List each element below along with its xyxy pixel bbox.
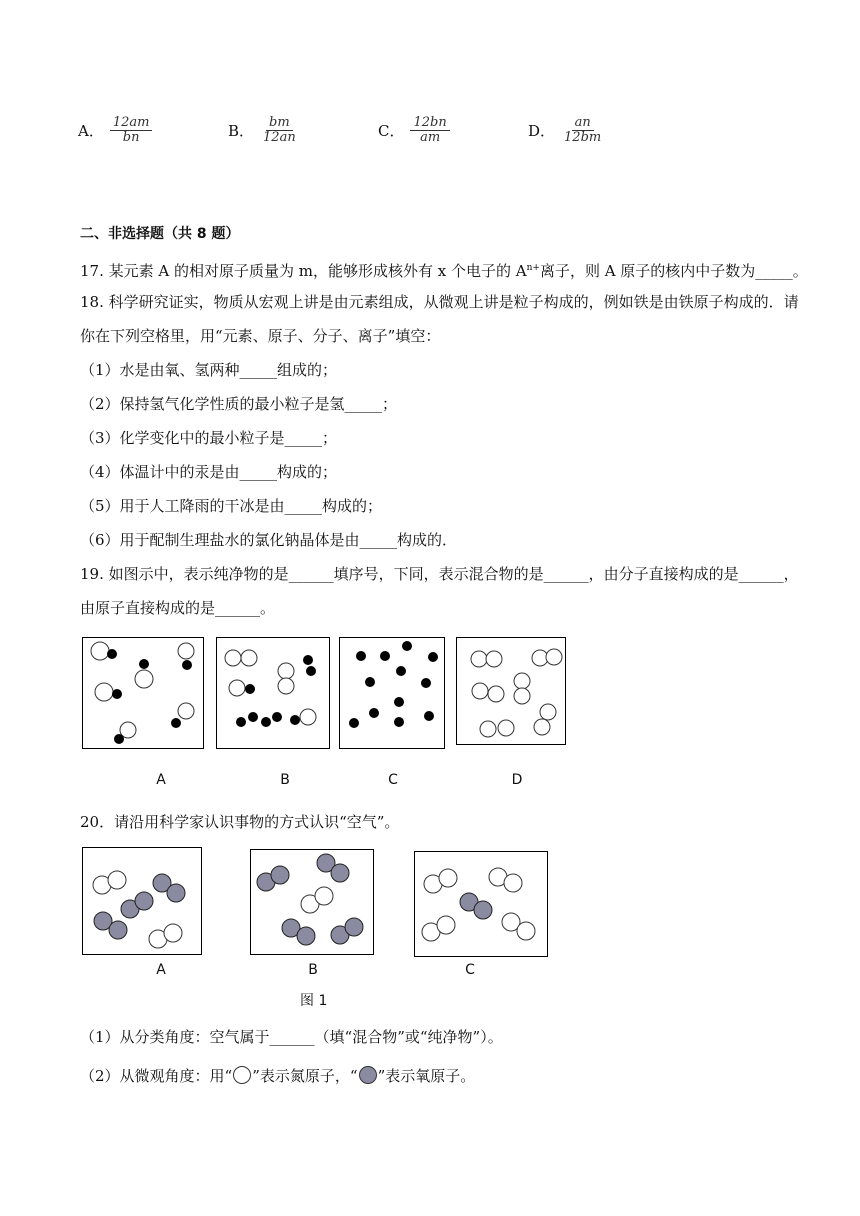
option-d-fraction [561, 116, 604, 145]
q20-figure-c [414, 851, 548, 957]
question-17 [80, 258, 808, 281]
nitrogen-atom-icon [233, 1066, 251, 1084]
question-18-item-2: （2）保持氢气化学性质的最小粒子是氢_____； [80, 395, 398, 413]
question-18-item-6: （6）用于配制生理盐水的氯化钠晶体是由_____构成的． [80, 531, 458, 549]
option-d-numerator: an [572, 116, 594, 131]
option-d [528, 112, 604, 148]
question-18-line2: 你在下列空格里，用“元素、原子、分子、离子”填空： [80, 327, 441, 345]
q20-label-a: A [156, 962, 166, 978]
q19-label-b: B [280, 772, 290, 788]
option-b [228, 112, 299, 148]
option-d-label: D． [528, 121, 556, 140]
figure-caption: 图 1 [300, 993, 328, 1009]
option-c [378, 112, 450, 148]
question-18-item-5: （5）用于人工降雨的干冰是由_____构成的； [80, 497, 383, 515]
q20-label-c: C [465, 962, 475, 978]
q19-figure-a [82, 637, 204, 749]
question-18-item-4: （4）体温计中的汞是由_____构成的； [80, 463, 338, 481]
q19-figure-d [456, 637, 566, 745]
option-b-label: B． [228, 121, 255, 140]
q19-figure-b [216, 637, 330, 749]
option-d-denominator: 12bm [564, 129, 602, 145]
section-title: 二、非选择题（共 8 题） [80, 226, 240, 242]
question-18-item-3: （3）化学变化中的最小粒子是_____； [80, 429, 338, 447]
option-a-fraction [110, 116, 153, 145]
question-20-item-2 [80, 1066, 475, 1086]
option-b-denominator: 12an [263, 129, 296, 145]
question-19-line2: 由原子直接构成的是______。 [80, 599, 276, 617]
q20-item2-a: （2）从微观角度：用“ [80, 1067, 233, 1085]
oxygen-atom-icon [359, 1066, 377, 1084]
question-20-item-1: （1）从分类角度：空气属于______（填“混合物”或“纯净物”）。 [80, 1028, 503, 1046]
q20-item2-b: ”表示氮原子，“ [252, 1067, 358, 1085]
q17-sup: n+ [526, 263, 540, 273]
question-18-line1: 18. 科学研究证实，物质从宏观上讲是由元素组成，从微观上讲是粒子构成的，例如铁是由铁原子构成的．请 [80, 293, 799, 311]
option-a-denominator: bn [122, 129, 140, 145]
question-20-line1: 20．请沿用科学家认识事物的方式认识“空气”。 [80, 813, 400, 831]
q20-figure-a [82, 847, 202, 955]
q17-post: 离子，则 A 原子的核内中子数为_____。 [539, 262, 808, 280]
option-a [78, 112, 152, 148]
q20-label-b: B [308, 962, 318, 978]
option-c-denominator: am [420, 129, 441, 145]
option-a-label: A． [78, 121, 104, 140]
q19-figure-c [339, 637, 445, 749]
q20-figure-b [250, 849, 374, 955]
option-b-fraction [260, 116, 299, 145]
q19-label-d: D [511, 772, 523, 788]
q19-label-c: C [388, 772, 398, 788]
q19-label-a: A [156, 772, 166, 788]
q17-pre: 17. 某元素 A 的相对原子质量为 m，能够形成核外有 x 个电子的 A [80, 262, 527, 280]
option-b-numerator: bm [266, 116, 293, 131]
option-c-fraction [410, 116, 449, 145]
question-18-item-1: （1）水是由氧、氢两种_____组成的； [80, 361, 338, 379]
q20-item2-c: ”表示氧原子。 [377, 1067, 476, 1085]
option-a-numerator: 12am [110, 116, 153, 131]
option-c-label: C． [378, 121, 405, 140]
question-19-line1: 19. 如图示中，表示纯净物的是______填序号，下同，表示混合物的是______，由分子直接构成的是______， [80, 565, 799, 583]
option-c-numerator: 12bn [410, 116, 449, 131]
